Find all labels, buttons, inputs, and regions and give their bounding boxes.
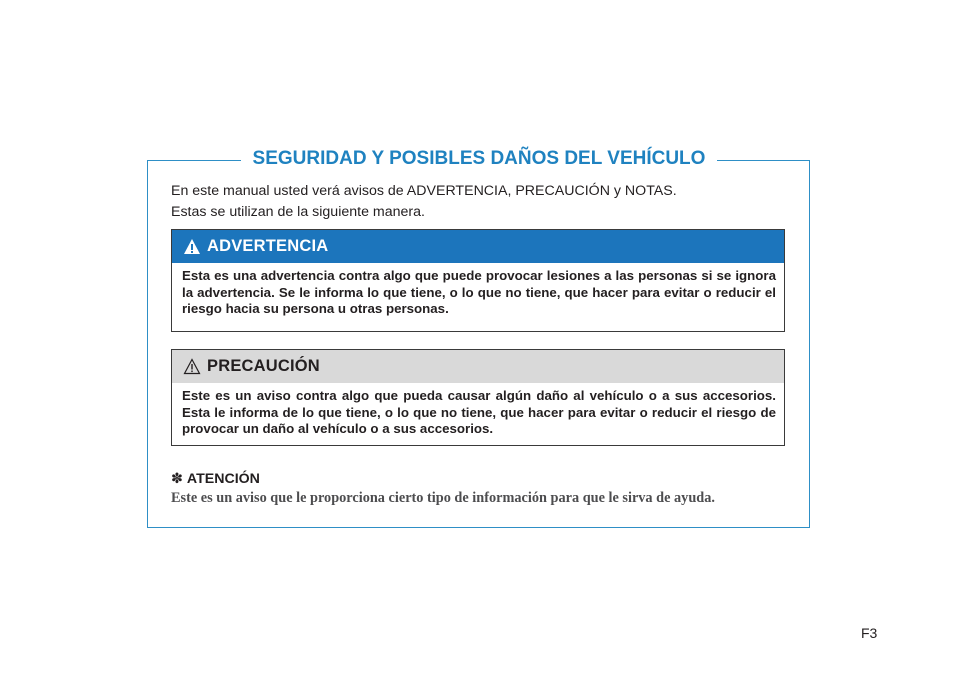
caution-box — [171, 349, 785, 446]
warning-text: Esta es una advertencia contra algo que puede provocar lesiones a las personas si se ignora la advertencia. Se le informa lo que tiene, o lo que no tiene, que hacer para evitar o reducir el riesgo hacia su persona u otras personas. — [182, 268, 776, 316]
warning-title: ADVERTENCIA — [207, 237, 329, 255]
section-title: SEGURIDAD Y POSIBLES DAÑOS DEL VEHÍCULO — [241, 146, 717, 172]
caution-title: PRECAUCIÓN — [207, 357, 320, 375]
note-title: ATENCIÓN — [186, 471, 260, 487]
intro-line-2: Estas se utilizan de la siguiente manera. — [171, 204, 425, 220]
caution-text: Este es un aviso contra algo que pueda causar algún daño al vehículo o a sus accesorios. Esta le informa de lo que tiene, o lo que no tiene, que hacer para evitar o reducir el riesgo de provocar un daño al vehículo o a sus accesorios. — [182, 388, 776, 436]
warning-header — [172, 230, 784, 263]
star-icon: ✽ — [171, 471, 183, 487]
note-text: Este es un aviso que le proporciona cierto tipo de información para que le sirva de ayuda. — [171, 490, 715, 506]
intro-line-1: En este manual usted verá avisos de ADVERTENCIA, PRECAUCIÓN y NOTAS. — [171, 183, 677, 199]
note-heading — [171, 470, 260, 488]
caution-header — [172, 350, 784, 383]
page-number: F3 — [861, 625, 878, 641]
caution-triangle-icon — [183, 358, 201, 375]
warning-triangle-icon — [183, 238, 201, 255]
warning-box — [171, 229, 785, 332]
